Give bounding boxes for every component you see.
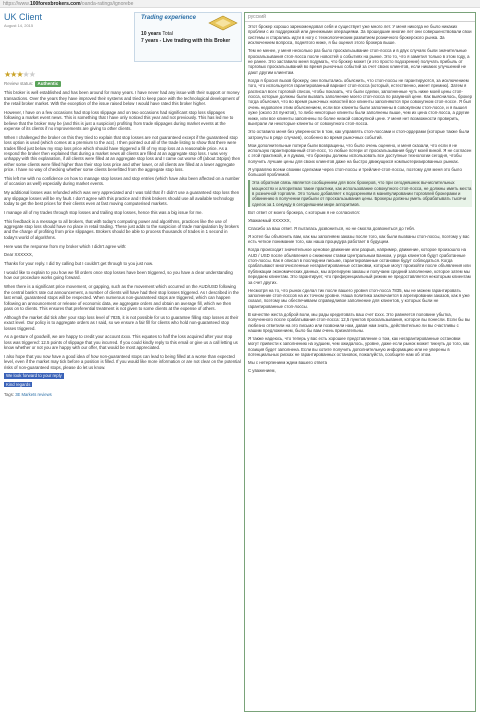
url-prefix: https://www. [3,1,30,7]
translation-paragraph: Вот ответ от моего брокера, с которым я не согласился: [248,209,360,215]
review-panel [4,12,241,397]
star-empty-icon: ★ [28,70,35,80]
highest-rating-badge-icon [208,15,238,31]
translation-paragraph: Я хотел бы объяснить вам, как мы заполняем заказы после того, как были вызваны стоп-лоссы, поэтому у вас есть четкое понимание того, как наша процедура работает в будущем. [248,233,470,245]
review-paragraph: Thanks for your reply. I did try calling but I couldn't get through to you just now. [4,261,154,267]
total-experience-label: Total [162,31,173,38]
review-paragraph: This left me with no confidence on how to manage stop losses and stop entries (which have also been affected on a number of occasion as well) especially during market events. [4,176,240,187]
translation-panel [244,12,476,712]
authentic-badge: Authentic [35,81,62,86]
star-rating [4,70,241,79]
review-paragraph: This broker is well established and has been around for many years. I have never had any issue with their support or money transactions. Over the years they have improved their systems and tried to keep pace with the technological development of the retail broker market. With the exception of the issue raised below I would have rated this broker higher. [4,90,240,107]
review-paragraph: I also hope that you now have a good idea of how non-guaranteed stops can lead to being filled at a worse than expected level, even if the market may tick before a position is filled. If you would like more information or are not clear on the potential risks of non-guaranteed stops, please do let us know. [4,353,241,370]
translation-paragraph: Тем не менее, у меня несколько раз было проскальзывание стоп-лосса и в двух случаях были значительные проскальзывания стоп-лосса после новостей о событиях на рынке. Это то, что я заметил только в этом году, а не ранее. Это заставило меня подумать, что брокер может (и это просто подозрение) получать прибыль от торговых проскальзываний во время рыночных событий за счет своих клиентов, если никаких улучшений не дают другим клиентам. [248,48,470,75]
translation-language-label[interactable]: русский [245,13,475,22]
tags-label: Tags: [4,391,15,397]
translation-paragraph: Мы с нетерпением ждем вашего ответа [248,360,328,366]
total-experience-value: 10 years [141,31,162,38]
broker-experience-value: 7 years [141,38,159,45]
review-paragraph: As a gesture of goodwill, we are happy to credit your account £xxx. This equates to half the loss acquired after your stop loss was triggered: 12.5 points of slippage that you incurred. If you could kindly reply to this email or give us a call letting us know whether or not you are happy with our offer, that would be most appreciated. [4,334,238,351]
translation-paragraph: Несмотря на то, что рынок сделал тик после вашего уровня стоп-лосса 7835, мы не можем гарантировать заполнение стоп-лоссов на их точном уровне. Наша политика заключается в агрегировании заказов, как я уже сказал, поэтому мы обеспечиваем справедливое заполнение для клиентов, у которых были не гарантированные стоп-лоссы. [248,287,470,309]
tag-link[interactable]: 3E Markets reviews [15,391,52,397]
review-paragraph: However, I have on a few occasions had stop loss slippage and on two occasions had significant stop loss slippages following a market event news. This is something that I have only noticed this year and not previously. This has led me to believe that the broker may be (and this is just a suspicion) profiting from trade slippages during market events at the expense of its clients if no improvements are giving to other clients. [4,109,234,132]
review-status-label: Review status: [4,81,34,87]
star-empty-icon: ★ [22,70,29,80]
total-experience [135,31,241,38]
review-paragraph: I would like to explain to you how we fill orders once stop losses have been triggered, so you have a clear understanding how our procedure works going forward. [4,270,233,281]
translation-body [245,22,475,378]
translation-paragraph: Уважаемый XXXXXX, [248,217,291,223]
review-date: August 14, 2015 [4,23,34,28]
url-path: /oanda-ratings/ignorebe [80,1,134,7]
url-host: 100forexbrokers.com [29,1,81,7]
tags-row [4,392,241,397]
broker-experience-label: - Live trading with this Broker [159,38,231,45]
review-paragraph: Here was the response from my broker which I didn't agree with: [4,243,127,249]
review-paragraph: I manage all of my trades through stop losses and trailing stop losses, hence this was a big issue for me. [4,209,203,215]
translation-paragraph: Я управляю всеми своими сделками через стоп-лоссы и трейлинг-стоп-лоссы, поэтому для меня это было большой проблемой. [248,166,462,178]
review-paragraph: This feedback is a message to all brokers, that with today's computing power and algorithms, practices like the use of aggregate stop loss should have no place in retail trading. These just adds to the suspicion of trade manipulation by brokers and the charge of profiting from price slippages. Brokers should be able to process thousands of trades in 1 second in today's world of algorithms. [4,218,239,240]
review-paragraph: When I challenged the broker on this they tried to explain that stop losses are not guaranteed except if the guaranteed stop loss option is used (which comes at a premium to the acc). I then pointed out all of the trade listing to show that there were trades filled just below my stop loss price which should have triggered a fill of my stop loss at a reasonable price. As a respond the broker then explained that during a market news all clients are filled at an aggregate stop loss. I was very unhappy with this explanation, if all clients were filled at an aggregate stop loss and I came out worse off (about 34pips) then either some clients were filled higher than their stop loss price and other lower, or all clients are filled at a lower aggregate price. I have no way of checking whether some clients benefitted from the aggregate stop loss. [4,134,241,173]
star-icon: ★ [16,70,23,80]
translation-paragraph: В качестве жеста доброй воли, мы рады кредитовать ваш счет £xxx. Это равняется половине убытка, полученного после срабатывания стоп-лосса: 12,5 пунктов проскальзывания, которое вы понесли. Если бы вы любезно ответили на это письмо или позвонили нам, давая нам знать, действительно ли вы счастливы с нашим предложением, было бы вам очень признательны. [248,311,471,334]
review-paragraph: Dear XXXXXX, [4,252,33,258]
star-icon: ★ [10,70,17,80]
review-paragraph: Although the market did tick after your stop loss level of 7835, it is not possible for us to guarantee filling stop losses at their exact level. Our policy is to aggregate orders as I said, so we ensure a fair fill for clients who hold non-guaranteed stop losses triggered. [4,314,239,331]
selected-text-closing[interactable]: We look forward to your reply [6,373,62,379]
translation-paragraph: Это оставило меня без уверенности в том, как управлять стоп-лоссами и стоп-ордерами (которые также были затронуты в ряде случаев), особенно во время рыночных событий. [248,129,470,140]
translation-paragraph: Этот брокер хорошо зарекомендовал себя и существует уже много лет. У меня никогда не было никаких проблем с их поддержкой или денежными операциями. За прошедшие многие лет они совершенствовали свои системы и старались идти в ногу с технологическим развитием розничного брокерского рынка. За исключением вопроса, поднятого ниже, я бы оценил этого брокера выше. [248,24,472,46]
translation-paragraph: С уважением, [248,368,276,374]
translation-paragraph: Эта обратная связь является сообщением для всех брокеров, что при сегодняшних вычислительных мощностях и алгоритмах такие практики, как использование совокупного стоп-лосса, не должны иметь места в розничной торговле. Это только добавляет к подозрениям в манипулировании торговлей брокерами и обвинению в получении прибыли от проскальзывания цены. Брокеры должны уметь обрабатывать тысячи сделок за 1 секунду в сегодняшнем мире алгоритмов. [248,180,472,207]
review-paragraph: When there is a significant price movement, or gapping, such as the movement which occurred on the AUD/USD following the central bank's rate cut announcement, a number of clients will have had their stop losses triggered. As I described in the last email, guaranteed stops will be respected. When numerous non-guaranteed stops are triggered, which can happen following an announcement or release of economic data, we aggregate orders and obtain an average fill, which we then pass on to clients. This ensures that preferential treatment is not given to some clients at the expense of others. [4,284,239,311]
translation-paragraph: Я также надеюсь, что теперь у вас есть хорошее представление о том, как негарантированные остановки могут привести к заполнению на худшем, чем ожидалось, уровне, даже если рынок может тикнуть до того, как позиция будет заполнена. Если вы хотите получить дополнительную информацию или не уверены в потенциальных рисках не гарантированных остановок, пожалуйста, сообщите нам об этом. [248,336,470,358]
review-title: UK Client [4,12,43,22]
trading-experience-heading: Trading experience [141,15,196,21]
trading-experience-box [134,12,242,62]
translation-paragraph: Когда я бросил вызов брокеру, они попытались объяснить, что стоп-лоссы не гарантируются, за исключением того, что используется гарантированный вариант стоп-лосса (который, естественно, имеет премию). Затем я расписал всех торговой список, чтобы показать, что были сделки, заполненные чуть ниже моей цены стоп-лосса, которые должны были вызвать заполнение моего стоп-лосса по разумной цене. Как выяснилось, брокер тогда объяснил, что во время рыночных новостей все клиенты заполняются при совокупном стоп-лоссе. Я был очень недоволен этим объяснением, если все клиенты были заполнены в совокупном стоп-лоссе, и я вышел хуже (около 24 пунктов), то либо некоторые клиенты были заполнены выше, чем их цена стоп-лосса, а другие ниже, или все клиенты заполнены по более низкой совокупной цене. У меня нет возможности проверить, выиграли ли некоторые клиенты от совокупного стоп-лосса. [248,77,472,127]
translation-paragraph: Когда происходит значительное ценовое движение или разрыв, например, движение, которое произошло на AUD / USD после объявления о снижении ставки Центральным Банком, у ряда клиентов будут сработанные стоп-лоссы. Как я описал в последнем письме, гарантированные остановки будут соблюдаться. Когда срабатывают многочисленные негарантированные остановки, которые могут произойти после объявления или публикации экономических данных, мы агрегируем заказы и получаем средний заполнение, которое затем мы передаем клиентам. Это гарантирует, что преференциальный режим не предоставляется некоторым клиентам за счет других. [248,247,471,285]
translation-paragraph: Спасибо за ваш ответ. Я пыталась дозвониться, но не смогла дозвониться до тебя. [248,225,415,231]
review-status [4,81,241,86]
address-bar[interactable] [0,0,480,8]
star-icon: ★ [4,70,11,80]
selected-text-regards[interactable]: Kind regards [6,381,31,387]
translation-paragraph: Мои дополнительные потери были возвращены, что было очень оценено, и меня сказали, что если я не использую гарантированный стоп-лосс, то любые потери от проскальзывания будут моей виной. Я не согласен с этой практикой, и я думаю, что брокеры должны использовать все доступные технологии сегодня, чтобы получить лучшие цены для своих клиентов даже на быстро движущихся компьютеризированных рынках. [248,142,472,164]
review-paragraph: My additional losses was refunded which was very appreciated and I was told that if I didn't use a guaranteed stop loss then any slippage losses will be my fault. I don't agree with this practice and I think brokers should use all available technology today to get the best prices for their clients even at fast moving computerised markets. [4,190,240,207]
broker-experience [135,38,241,45]
